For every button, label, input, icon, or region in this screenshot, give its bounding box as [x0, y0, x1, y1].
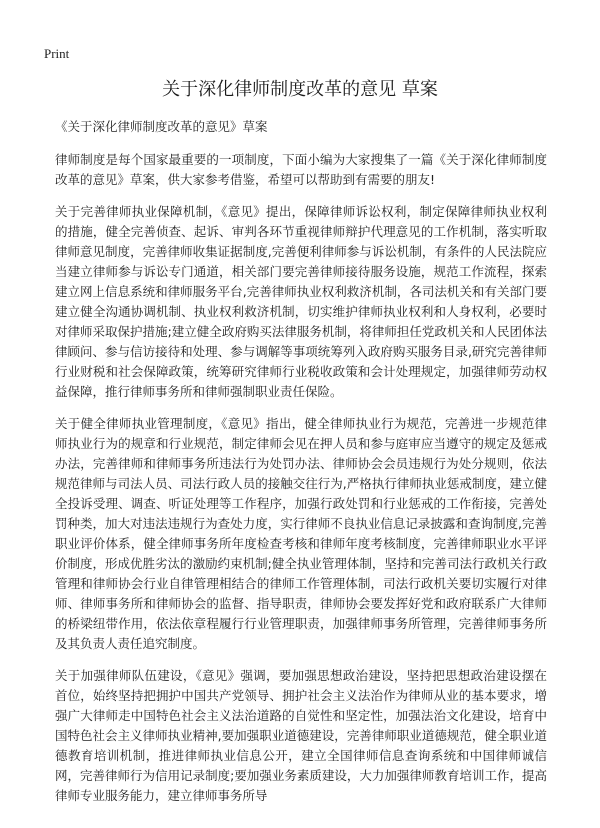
document-body	[55, 117, 547, 818]
paragraph-practice-management: 关于健全律师执业管理制度，《意见》指出，健全律师执业行为规范，完善进一步规范律师执业行为的规章和行业规范，制定律师会见在押人员和参与庭审应当遵守的规定及惩戒办法，完善律师和律师事务所违法行为处罚办法、律师协会会员违规行为处分规则，依法规范律师与司法人员、司法行政人员的接触交往行为,严格执行律师执业惩戒制度，建立健全投诉受理、调查、听证处理等工作程序，加强行政处罚和行业惩戒的工作衔接，完善处罚种类，加大对违法违规行为查处力度，实行律师不良执业信息记录披露和查询制度,完善职业评价体系，健全律师事务所年度检查考核和律师年度考核制度，完善律师职业水平评价制度，形成优胜劣汰的激励约束机制;健全执业管理体制，坚持和完善司法行政机关行政管理和律师协会行业自律管理相结合的律师工作管理体制，司法行政机关要切实履行对律师、律师事务所和律师协会的监督、指导职责，律师协会要发挥好党和政府联系广大律师的桥梁纽带作用，依法依章程履行行业管理职责，加强律师事务所管理，完善律师事务所及其负责人责任追究制度。	[55, 416, 547, 651]
paragraph-practice-guarantee: 关于完善律师执业保障机制，《意见》提出，保障律师诉讼权利，制定保障律师执业权利的措施，健全完善侦查、起诉、审判各环节重视律师辩护代理意见的工作机制，落实听取律师意见制度，完善律师收集证据制度,完善便利律师参与诉讼机制，有条件的人民法院应当建立律师参与诉讼专门通道，相关部门要完善律师接待服务设施，规范工作流程，探索建立网上信息系统和律师服务平台,完善律师执业权利救济机制，各司法机关和有关部门要建立健全沟通协调机制、执业权利救济机制，切实维护律师执业权利和人身权利，必要时对律师采取保护措施;建立健全政府购买法律服务机制，将律师担任党政机关和人民团体法律顾问、参与信访接待和处理、参与调解等事项统筹列入政府购买服务目录,研究完善律师行业财税和社会保障政策，统筹研究律师行业税收政策和会计处理规定，加强律师劳动权益保障，推行律师事务所和律师强制职业责任保险。	[55, 204, 547, 399]
paragraph-intro: 律师制度是每个国家最重要的一项制度，下面小编为大家搜集了一篇《关于深化律师制度改革的意见》草案，供大家参考借鉴，希望可以帮助到有需要的朋友!	[55, 152, 547, 187]
paragraph-team-building: 关于加强律师队伍建设，《意见》强调，要加强思想政治建设，坚持把思想政治建设摆在首位，始终坚持把拥护中国共产党领导、拥护社会主义法治作为律师从业的基本要求，增强广大律师走中国特色社会主义法治道路的自觉性和坚定性，加强法治文化建设，培育中国特色社会主义律师执业精神,要加强职业道德建设，完善律师职业道德规范，健全职业道德教育培训机制，推进律师执业信息公开，建立全国律师信息查询系统和中国律师诚信网，完善律师行为信用记录制度;要加强业务素质建设，大力加强律师教育培训工作，提高律师专业服务能力，建立律师事务所导	[55, 668, 547, 803]
page-title: 关于深化律师制度改革的意见 草案	[162, 79, 438, 100]
document-subtitle: 《关于深化律师制度改革的意见》草案	[55, 119, 268, 134]
print-link[interactable]: Print	[44, 46, 70, 61]
